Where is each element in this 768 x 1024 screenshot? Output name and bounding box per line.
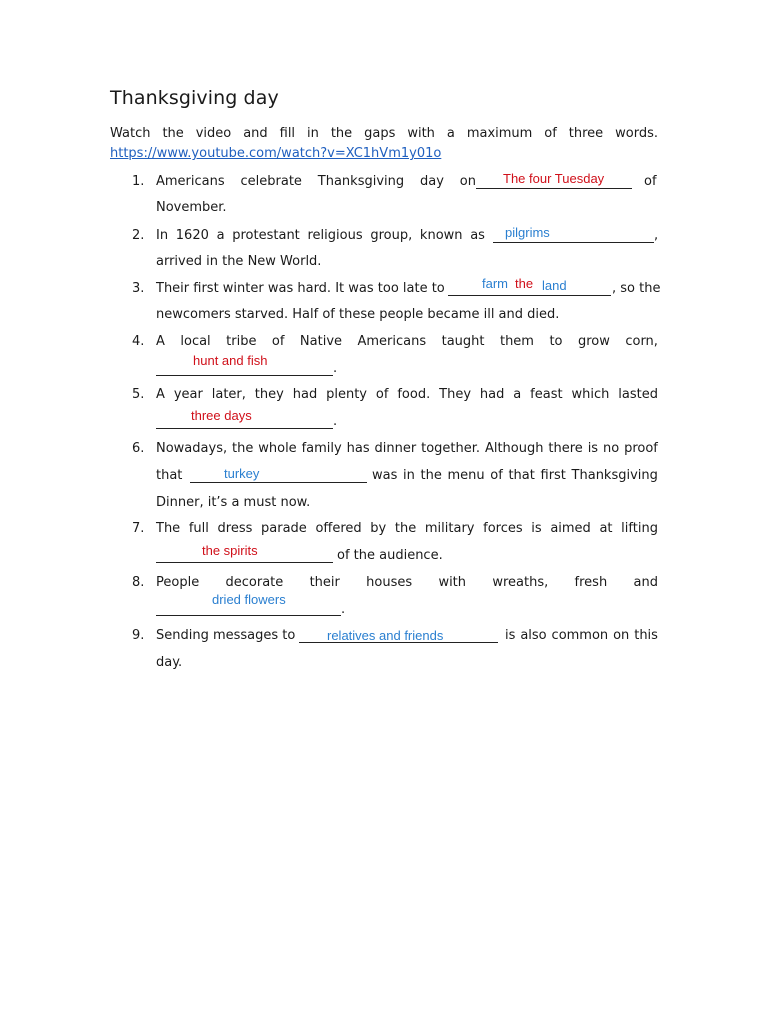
answer-blank-5[interactable] bbox=[156, 428, 333, 429]
word: their bbox=[309, 575, 340, 590]
item-6-line-1 bbox=[156, 439, 658, 459]
word: full bbox=[188, 521, 209, 536]
word: tribe bbox=[226, 334, 257, 349]
word: fresh bbox=[574, 575, 608, 590]
answer-blank-2[interactable] bbox=[493, 242, 654, 243]
item-2-line-2: arrived in the New World. bbox=[156, 254, 322, 269]
answer-3-part-3: land bbox=[542, 278, 567, 293]
item-4-line-1 bbox=[156, 332, 658, 352]
item-4-post: . bbox=[333, 361, 338, 376]
word: Thanksgiving bbox=[317, 174, 405, 189]
item-1-post: of bbox=[644, 174, 657, 189]
word: celebrate bbox=[240, 174, 302, 189]
word: is bbox=[505, 628, 516, 643]
answer-4: hunt and fish bbox=[193, 353, 268, 368]
word: this bbox=[634, 628, 658, 643]
item-3-line-1: Their first winter was hard. It was too late to bbox=[156, 281, 445, 296]
word: by bbox=[370, 521, 387, 536]
item-1-line-2: November. bbox=[156, 200, 227, 215]
word: The bbox=[156, 521, 181, 536]
answer-3-part-2: the bbox=[515, 276, 534, 291]
word: which bbox=[571, 387, 610, 402]
answer-blank-1[interactable] bbox=[476, 188, 632, 189]
word: wreaths, bbox=[492, 575, 549, 590]
word: they bbox=[254, 387, 284, 402]
word: had bbox=[292, 387, 318, 402]
item-6-line-3: Dinner, it’s a must now. bbox=[156, 495, 311, 510]
word: taught bbox=[441, 334, 485, 349]
word: in bbox=[403, 468, 415, 483]
word: Although bbox=[484, 441, 544, 456]
word: the bbox=[232, 441, 254, 456]
item-1-line-1 bbox=[156, 172, 476, 192]
word: has bbox=[346, 441, 370, 456]
item-8-post: . bbox=[341, 602, 346, 617]
word: was bbox=[372, 468, 398, 483]
word: is bbox=[587, 441, 599, 456]
word: later, bbox=[211, 387, 246, 402]
answer-blank-8[interactable] bbox=[156, 615, 341, 616]
word: grow bbox=[577, 334, 610, 349]
word: the bbox=[394, 521, 417, 536]
word: the bbox=[420, 468, 442, 483]
item-number: 2. bbox=[132, 228, 145, 243]
word: of bbox=[271, 334, 285, 349]
item-number: 6. bbox=[132, 441, 145, 456]
word: A bbox=[156, 387, 165, 402]
word: and bbox=[633, 575, 658, 590]
item-3-post: , so the bbox=[612, 281, 661, 296]
word: a bbox=[513, 387, 522, 402]
answer-7: the spirits bbox=[202, 543, 258, 558]
item-number: 3. bbox=[132, 281, 145, 296]
item-9-pre: Sending messages to bbox=[156, 628, 296, 643]
word: is bbox=[531, 521, 542, 536]
word: food. bbox=[397, 387, 431, 402]
word: day bbox=[420, 174, 444, 189]
item-9-post bbox=[505, 626, 658, 646]
item-7-post: of the audience. bbox=[337, 548, 443, 563]
answer-5: three days bbox=[191, 408, 252, 423]
word: family bbox=[301, 441, 342, 456]
word: had bbox=[479, 387, 505, 402]
item-7-line-1 bbox=[156, 519, 658, 539]
item-2-post: , bbox=[654, 228, 659, 243]
word: of bbox=[375, 387, 389, 402]
word: as bbox=[470, 228, 485, 243]
word: a bbox=[216, 228, 225, 243]
word: A bbox=[156, 334, 165, 349]
word: year bbox=[173, 387, 203, 402]
word: Nowadays, bbox=[156, 441, 228, 456]
item-5-post: . bbox=[333, 414, 338, 429]
word: dinner bbox=[374, 441, 417, 456]
word: common bbox=[551, 628, 609, 643]
word: menu bbox=[447, 468, 485, 483]
word: religious bbox=[307, 228, 363, 243]
word: there bbox=[548, 441, 583, 456]
word: In bbox=[156, 228, 169, 243]
word: decorate bbox=[225, 575, 284, 590]
item-5-line-1 bbox=[156, 385, 658, 405]
word: houses bbox=[366, 575, 413, 590]
word: group, bbox=[370, 228, 413, 243]
item-number: 8. bbox=[132, 575, 145, 590]
word: to bbox=[549, 334, 563, 349]
word: of bbox=[490, 468, 503, 483]
word: Native bbox=[299, 334, 343, 349]
item-number: 5. bbox=[132, 387, 145, 402]
word: proof bbox=[624, 441, 658, 456]
answer-blank-7[interactable] bbox=[156, 562, 333, 563]
item-8-line-1 bbox=[156, 573, 658, 593]
word: also bbox=[520, 628, 547, 643]
word: People bbox=[156, 575, 200, 590]
word: on bbox=[459, 174, 476, 189]
video-link[interactable]: https://www.youtube.com/watch?v=XC1hVm1y01o bbox=[110, 146, 442, 161]
instructions-text: Watch the video and fill in the gaps with a maximum of three words. bbox=[110, 126, 658, 141]
word: first bbox=[540, 468, 566, 483]
answer-blank-3[interactable] bbox=[448, 295, 611, 296]
word: protestant bbox=[232, 228, 300, 243]
word: parade bbox=[261, 521, 307, 536]
word: with bbox=[438, 575, 467, 590]
answer-8: dried flowers bbox=[212, 592, 286, 607]
word: on bbox=[613, 628, 630, 643]
item-6-post bbox=[372, 466, 658, 486]
word: no bbox=[602, 441, 620, 456]
word: them bbox=[499, 334, 534, 349]
word: dress bbox=[217, 521, 253, 536]
word: plenty bbox=[326, 387, 368, 402]
word: whole bbox=[258, 441, 297, 456]
word: forces bbox=[483, 521, 523, 536]
item-number: 1. bbox=[132, 174, 145, 189]
word: known bbox=[419, 228, 463, 243]
word: lifting bbox=[621, 521, 658, 536]
word: They bbox=[439, 387, 472, 402]
answer-2: pilgrims bbox=[505, 225, 550, 240]
page-title: Thanksgiving day bbox=[110, 87, 279, 109]
answer-blank-6[interactable] bbox=[190, 482, 367, 483]
answer-9: relatives and friends bbox=[327, 628, 444, 643]
item-3-line-2: newcomers starved. Half of these people became ill and died. bbox=[156, 307, 560, 322]
word: that bbox=[508, 468, 535, 483]
item-2-line-1 bbox=[156, 226, 485, 246]
answer-1: The four Tuesday bbox=[503, 171, 605, 186]
word: together. bbox=[421, 441, 481, 456]
answer-blank-4[interactable] bbox=[156, 375, 333, 376]
word: lasted bbox=[618, 387, 658, 402]
word: Thanksgiving bbox=[571, 468, 658, 483]
instructions bbox=[110, 124, 658, 164]
word: at bbox=[599, 521, 613, 536]
word: Americans bbox=[156, 174, 225, 189]
word: 1620 bbox=[175, 228, 209, 243]
item-number: 7. bbox=[132, 521, 145, 536]
word: corn, bbox=[625, 334, 658, 349]
word: Americans bbox=[357, 334, 427, 349]
item-number: 9. bbox=[132, 628, 145, 643]
item-number: 4. bbox=[132, 334, 145, 349]
word: local bbox=[180, 334, 211, 349]
item-9-line-2: day. bbox=[156, 655, 183, 670]
word: aimed bbox=[550, 521, 591, 536]
word: feast bbox=[530, 387, 563, 402]
word: offered bbox=[315, 521, 362, 536]
word: military bbox=[424, 521, 475, 536]
answer-3-part-1: farm bbox=[482, 276, 508, 291]
item-6-pre: that bbox=[156, 468, 183, 483]
answer-6: turkey bbox=[224, 466, 260, 481]
